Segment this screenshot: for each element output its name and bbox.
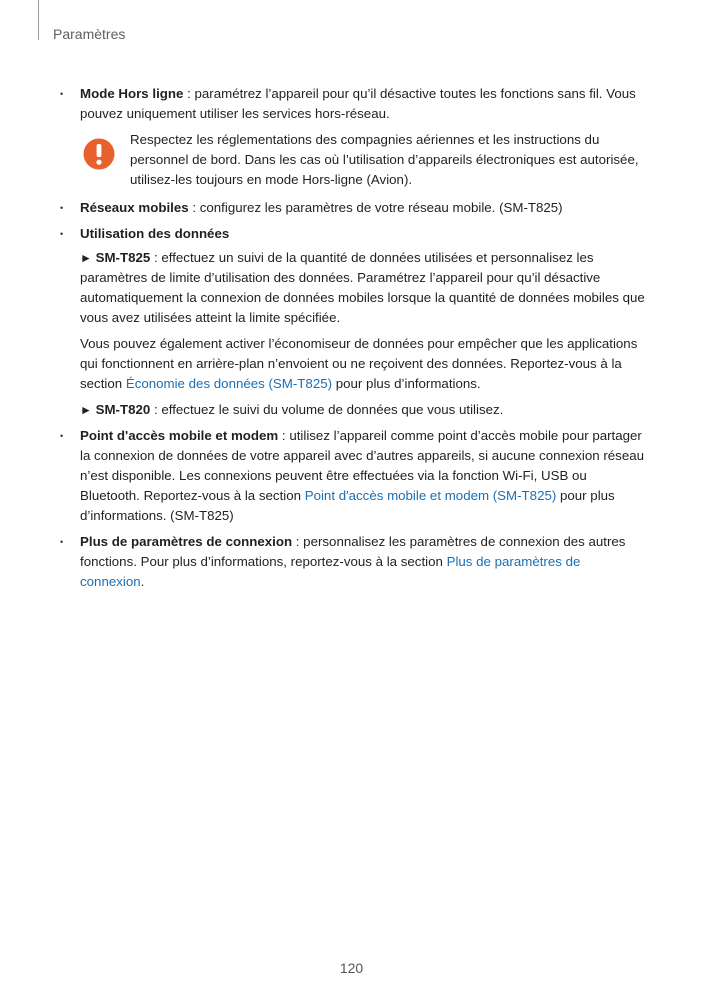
item-term: Mode Hors ligne <box>80 86 184 101</box>
item-term: Plus de paramètres de connexion <box>80 534 293 549</box>
item-term: Utilisation des données <box>80 226 230 241</box>
link-economie-donnees[interactable]: Économie des données (SM-T825) <box>125 376 333 391</box>
arrow-right-icon: ► <box>80 251 92 265</box>
list-item-mode-hors-ligne <box>58 84 648 124</box>
item-text: : effectuez le suivi du volume de données que vous utilisez. <box>150 402 504 417</box>
header-rule <box>38 0 39 40</box>
warning-note <box>58 130 648 190</box>
item-term: Réseaux mobiles <box>80 200 189 215</box>
link-plus-parametres[interactable]: Plus de paramètres de connexion <box>80 554 581 589</box>
item-text: . <box>140 574 145 589</box>
model-label-t825: SM-T825 <box>95 250 151 265</box>
warning-icon <box>83 138 115 170</box>
arrow-right-icon: ► <box>80 403 92 417</box>
page-header: Paramètres <box>53 26 126 42</box>
list-item-plus-parametres <box>58 532 648 592</box>
item-text: : utilisez l’appareil comme point d’accès mobile pour partager la connexion de données de votre appareil avec d’autres appareils, si aucune connexion réseau n’est disponible. Les connexions peuvent être effectuées via la fonction Wi-Fi, USB ou Bluetooth. Reportez-vous à la section <box>80 428 645 503</box>
link-point-acces[interactable]: Point d'accès mobile et modem (SM-T825) <box>304 488 557 503</box>
model-label-t820: SM-T820 <box>95 402 151 417</box>
item-term: Point d'accès mobile et modem <box>80 428 279 443</box>
page-number: 120 <box>339 960 364 976</box>
main-content <box>58 84 648 598</box>
item-text: : personnalisez les paramètres de connexion des autres fonctions. Pour plus d’informations, reportez-vous à la section <box>80 534 626 569</box>
item-text: Vous pouvez également activer l’économiseur de données pour empêcher que les applications qui fonctionnent en arrière-plan n’envoient ou ne reçoivent des données. Reportez-vous à la section <box>80 336 638 391</box>
item-text: : effectuez un suivi de la quantité de données utilisées et personnalisez les paramètres de limite d’utilisation des données. Paramétrez l’appareil pour qu’il désactive automatiquement la connexion de données mobiles lorsque la quantité de données mobiles que vous avez utilisées atteint la limite spécifiée. <box>80 250 645 325</box>
item-text: : paramétrez l’appareil pour qu’il désactive toutes les fonctions sans fil. Vous pouvez uniquement utiliser les services hors-réseau. <box>80 86 636 121</box>
item-text: pour plus d’informations. <box>332 376 481 391</box>
warning-text: Respectez les réglementations des compagnies aériennes et les instructions du personnel de bord. Dans les cas où l’utilisation d’appareils électroniques est autorisée, utilisez-les toujours en mode Hors-ligne (Avion). <box>130 132 639 187</box>
list-item-utilisation-donnees <box>58 224 648 420</box>
list-item-reseaux-mobiles <box>58 198 648 218</box>
item-text: pour plus d’informations. (SM-T825) <box>80 488 615 523</box>
item-text: : configurez les paramètres de votre réseau mobile. (SM-T825) <box>188 200 563 215</box>
list-item-point-acces <box>58 426 648 526</box>
